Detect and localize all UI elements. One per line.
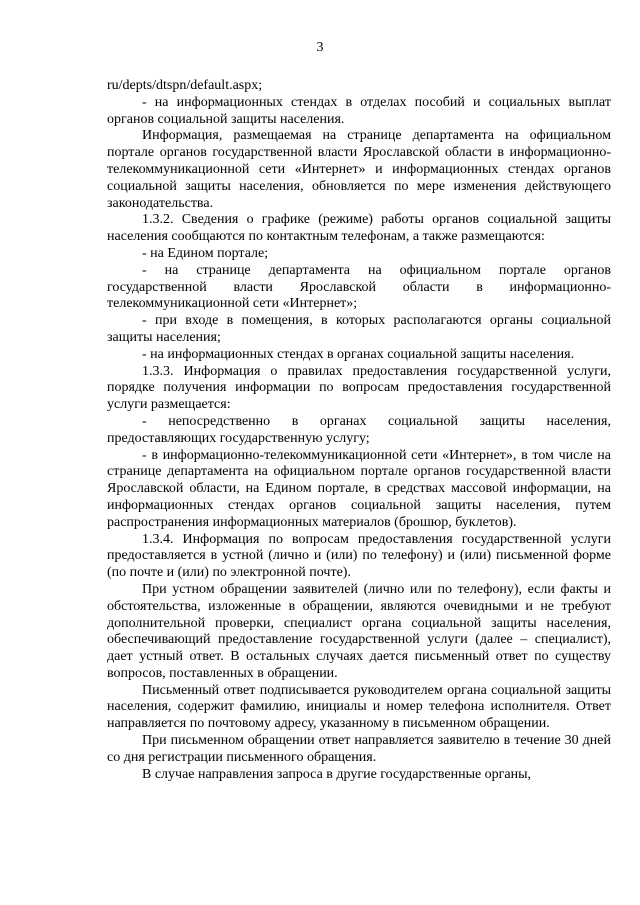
paragraph: 1.3.3. Информация о правилах предоставления государственной услуги, порядке получения информации по вопросам предоставления государственной услуги размещается: <box>107 363 611 413</box>
paragraph: - непосредственно в органах социальной защиты населения, предоставляющих государственную услугу; <box>107 413 611 446</box>
document-body <box>107 78 611 783</box>
paragraph: ru/depts/dtspn/default.aspx; <box>107 78 263 93</box>
paragraph: Информация, размещаемая на странице департамента на официальном портале органов государственной власти Ярославской области в информационно-телекоммуникационной сети «Интернет» и информационных стендах органов социальной защиты населения, обновляется по мере изменения действующего законодательства. <box>107 128 611 211</box>
paragraph: - при входе в помещения, в которых располагаются органы социальной защиты населения; <box>107 313 611 345</box>
paragraph: При устном обращении заявителей (лично или по телефону), если факты и обстоятельства, изложенные в обращении, являются очевидными и не требуют дополнительной проверки, специалист органа социальной защиты населения, обеспечивающий предоставление государственной услуги (далее – специалист), дает устный ответ. В остальных случаях дается письменный ответ по существу вопросов, поставленных в обращении. <box>107 581 611 681</box>
paragraph: - на Едином портале; <box>142 245 269 261</box>
paragraph: В случае направления запроса в другие государственные органы, <box>142 766 532 782</box>
paragraph: - на информационных стендах в отделах пособий и социальных выплат органов социальной защиты населения. <box>107 94 611 127</box>
paragraph: - на странице департамента на официальном портале органов государственной власти Ярославской области в информационно-телекоммуникационной сети «Интернет»; <box>107 262 611 312</box>
paragraph: - в информационно-телекоммуникационной сети «Интернет», в том числе на странице департамента на официальном портале органов государственной власти Ярославской области, на Едином портале, в средствах массовой информации, на информационных стендах органов социальной защиты населения, путем распространения информационных материалов (брошюр, буклетов). <box>107 447 611 530</box>
paragraph: При письменном обращении ответ направляется заявителю в течение 30 дней со дня регистрации письменного обращения. <box>107 733 611 765</box>
paragraph: 1.3.4. Информация по вопросам предоставления государственной услуги предоставляется в устной (лично и (или) по телефону) и (или) письменной форме (по почте и (или) по электронной почте). <box>107 531 611 581</box>
paragraph: - на информационных стендах в органах социальной защиты населения. <box>142 346 575 362</box>
page-number: 3 <box>316 40 324 55</box>
paragraph: Письменный ответ подписывается руководителем органа социальной защиты населения, содержит фамилию, инициалы и номер телефона исполнителя. Ответ направляется по почтовому адресу, указанному в письменном обращении. <box>107 682 611 732</box>
paragraph: 1.3.2. Сведения о графике (режиме) работы органов социальной защиты населения сообщаются по контактным телефонам, а также размещаются: <box>107 212 611 245</box>
